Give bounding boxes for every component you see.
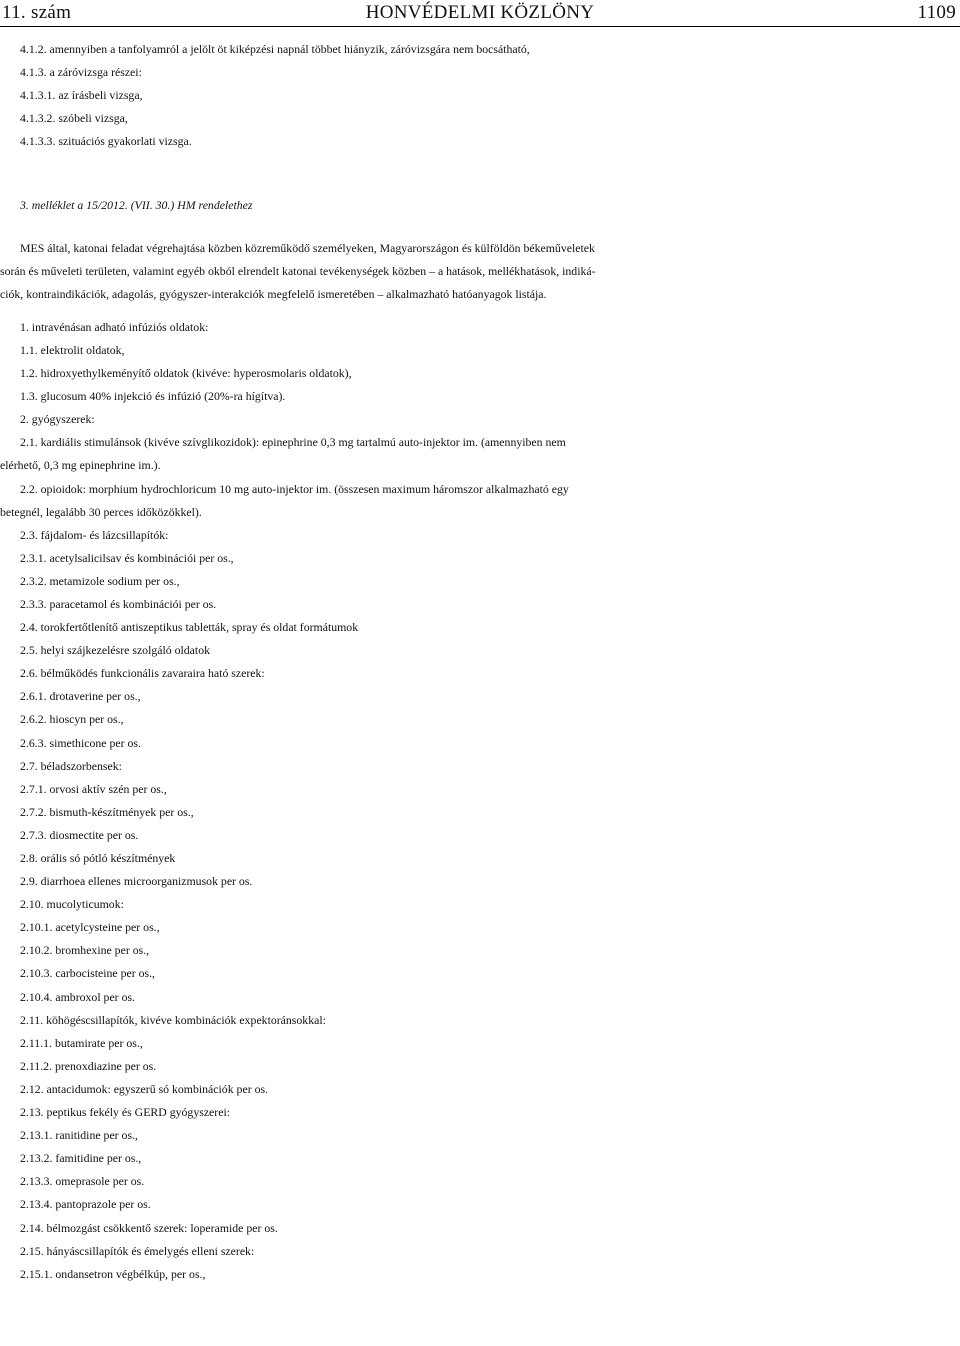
list-item: 2. gyógyszerek: [20, 412, 95, 427]
intro-line: során és műveleti területen, valamint egyéb okból elrendelt katonai tevékenységek közben – a hatások, mellékhatások, indiká- [0, 263, 596, 278]
list-item: 2.10.4. ambroxol per os. [20, 989, 136, 1004]
journal-title: HONVÉDELMI KÖZLÖNY [365, 2, 595, 23]
list-item: 2.10.3. carbocisteine per os., [20, 966, 155, 981]
list-item: 2.10.2. bromhexine per os., [20, 943, 150, 958]
list-item: 2.13.4. pantoprazole per os. [20, 1197, 151, 1212]
list-item: 4.1.3.2. szóbeli vizsga, [20, 111, 128, 126]
list-item: 2.3.1. acetylsalicilsav és kombinációi per os., [20, 550, 234, 565]
list-item: 1.2. hidroxyethylkeményítő oldatok (kivéve: hyperosmolaris oldatok), [20, 366, 352, 381]
list-item: 2.13.3. omeprasole per os. [20, 1174, 145, 1189]
list-item: 2.7.1. orvosi aktív szén per os., [20, 781, 167, 796]
intro-line: MES által, katonai feladat végrehajtása közben közreműködő személyeken, Magyarországon és külföldön békeműveletek [20, 240, 595, 255]
list-item: 4.1.3. a záróvizsga részei: [20, 65, 142, 80]
list-item: 2.11.1. butamirate per os., [20, 1035, 143, 1050]
drug-sublist [0, 524, 960, 1286]
list-item: 4.1.2. amennyiben a tanfolyamról a jelölt öt kiképzési napnál többet hiányzik, záróvizsgára nem bocsátható, [20, 42, 530, 56]
list-item: 2.8. orális só pótló készítmények [20, 851, 176, 865]
list-item: 2.6.3. simethicone per os. [20, 735, 141, 750]
list-item: 1.1. elektrolit oldatok, [20, 342, 125, 357]
list-item: 2.7.2. bismuth-készítmények per os., [20, 804, 194, 819]
list-item: 2.7. béladszorbensek: [20, 758, 122, 773]
list-item: 2.15.1. ondansetron végbélkúp, per os., [20, 1266, 206, 1281]
exam-rules-list [0, 38, 960, 153]
page-number: 1109 [917, 2, 956, 23]
annex-title: 3. melléklet a 15/2012. (VII. 30.) HM rendelethez [20, 198, 253, 213]
list-item-continuation: betegnél, legalább 30 perces időközökkel). [0, 504, 202, 519]
list-item: 2.15. hányáscsillapítók és émelygés elleni szerek: [20, 1243, 255, 1258]
list-item-continuation: elérhető, 0,3 mg epinephrine im.). [0, 458, 161, 473]
drug-list [0, 316, 960, 1286]
issue-number: 11. szám [2, 2, 72, 23]
list-item: 2.9. diarrhoea ellenes microorganizmusok per os. [20, 874, 253, 889]
list-item: 2.13.2. famitidine per os., [20, 1151, 142, 1166]
page-body [0, 38, 960, 1286]
list-item: 2.12. antacidumok: egyszerű só kombinációk per os. [20, 1081, 269, 1096]
list-item: 2.4. torokfertőtlenítő antiszeptikus tabletták, spray és oldat formátumok [20, 620, 359, 635]
page-header [0, 0, 960, 27]
list-item: 2.13.1. ranitidine per os., [20, 1128, 138, 1143]
list-item: 2.3.3. paracetamol és kombinációi per os. [20, 596, 217, 611]
list-item: 4.1.3.1. az írásbeli vizsga, [20, 88, 143, 103]
list-item: 2.2. opioidok: morphium hydrochloricum 10 mg auto-injektor im. (összesen maximum háromszor alkalmazható egy [20, 481, 569, 496]
list-item: 2.7.3. diosmectite per os. [20, 827, 139, 842]
list-item: 2.11.2. prenoxdiazine per os. [20, 1058, 157, 1073]
list-item: 2.10. mucolyticumok: [20, 897, 124, 912]
list-item: 1. intravénásan adható infúziós oldatok: [20, 319, 209, 334]
list-item: 2.10.1. acetylcysteine per os., [20, 920, 160, 935]
list-item: 1.3. glucosum 40% injekció és infúzió (20%-ra hígítva). [20, 389, 286, 404]
list-item: 2.13. peptikus fekély és GERD gyógyszerei: [20, 1105, 231, 1120]
list-item: 2.5. helyi szájkezelésre szolgáló oldatok [20, 643, 210, 658]
list-item: 2.3. fájdalom- és lázcsillapítók: [20, 527, 169, 542]
list-item: 4.1.3.3. szituációs gyakorlati vizsga. [20, 134, 192, 149]
list-item: 2.6.1. drotaverine per os., [20, 689, 141, 704]
intro-line: ciók, kontraindikációk, adagolás, gyógyszer-interakciók megfelelő ismeretében – alkalmazható hatóanyagok listája. [0, 286, 547, 301]
list-item: 2.6.2. hioscyn per os., [20, 712, 124, 727]
list-item: 2.11. köhögéscsillapítók, kivéve kombinációk expektoránsokkal: [20, 1012, 326, 1027]
list-item: 2.14. bélmozgást csökkentő szerek: loperamide per os. [20, 1220, 278, 1235]
list-item: 2.3.2. metamizole sodium per os., [20, 573, 180, 588]
list-item: 2.6. bélműködés funkcionális zavaraira ható szerek: [20, 666, 265, 681]
list-item: 2.1. kardiális stimulánsok (kivéve szívglikozidok): epinephrine 0,3 mg tartalmú auto-injektor im. (amennyiben nem [20, 435, 566, 450]
annex-intro [0, 237, 960, 306]
